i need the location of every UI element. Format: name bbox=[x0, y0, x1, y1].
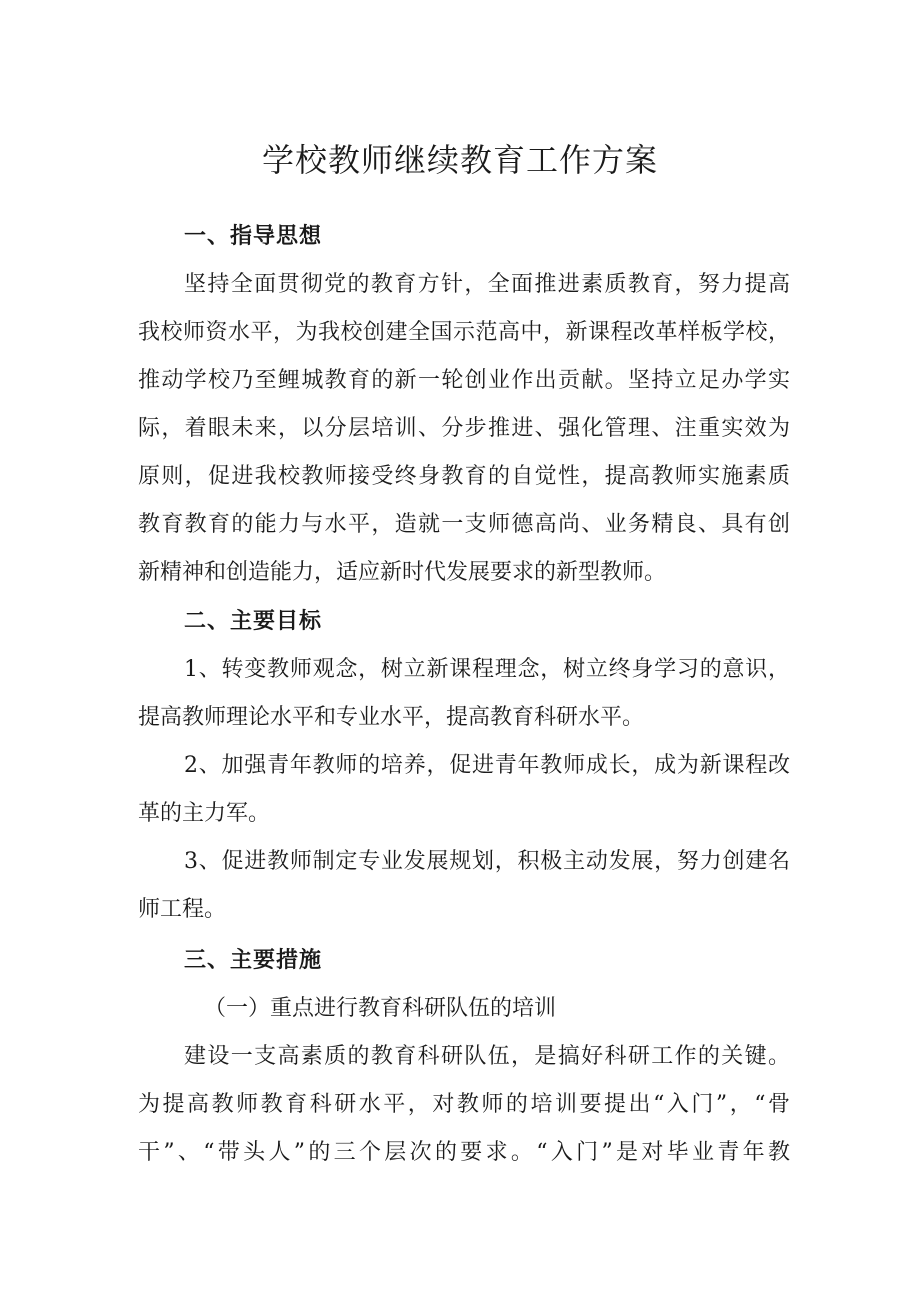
paragraph-line: 为提高教师教育科研水平，对教师的培训要提出“入门”，“骨 bbox=[138, 1092, 790, 1117]
subsection-heading: （一）重点进行教育科研队伍的培训 bbox=[204, 996, 557, 1021]
document-title: 学校教师继续教育工作方案 bbox=[261, 141, 658, 179]
paragraph-line: 我校师资水平，为我校创建全国示范高中，新课程改革样板学校， bbox=[138, 320, 790, 345]
paragraph-line: 坚持全面贯彻党的教育方针，全面推进素质教育，努力提高 bbox=[184, 272, 790, 297]
paragraph-line: 原则，促进我校教师接受终身教育的自觉性，提高教师实施素质 bbox=[138, 464, 790, 489]
section-heading-main-measures: 三、主要措施 bbox=[184, 948, 323, 973]
paragraph-line: 提高教师理论水平和专业水平，提高教育科研水平。 bbox=[138, 705, 645, 730]
paragraph-line: 建设一支高素质的教育科研队伍，是搞好科研工作的关键。 bbox=[184, 1044, 790, 1069]
paragraph-line: 3、促进教师制定专业发展规划，积极主动发展，努力创建名 bbox=[184, 849, 790, 874]
paragraph-line: 干”、“带头人”的三个层次的要求。“入门”是对毕业青年教 bbox=[138, 1140, 790, 1165]
paragraph-line: 际，着眼未来，以分层培训、分步推进、强化管理、注重实效为 bbox=[138, 416, 790, 441]
paragraph-line: 2、加强青年教师的培养，促进青年教师成长，成为新课程改 bbox=[184, 753, 790, 778]
section-heading-main-goals: 二、主要目标 bbox=[184, 609, 323, 634]
paragraph-line: 革的主力军。 bbox=[138, 801, 271, 826]
paragraph-line: 师工程。 bbox=[138, 897, 227, 922]
paragraph-line: 新精神和创造能力，适应新时代发展要求的新型教师。 bbox=[138, 560, 667, 585]
section-heading-guiding-thought: 一、指导思想 bbox=[184, 224, 323, 249]
paragraph-line: 1、转变教师观念，树立新课程理念，树立终身学习的意识， bbox=[184, 657, 790, 682]
paragraph-line: 推动学校乃至鲤城教育的新一轮创业作出贡献。坚持立足办学实 bbox=[138, 368, 790, 393]
paragraph-line: 教育教育的能力与水平，造就一支师德高尚、业务精良、具有创 bbox=[138, 512, 790, 537]
